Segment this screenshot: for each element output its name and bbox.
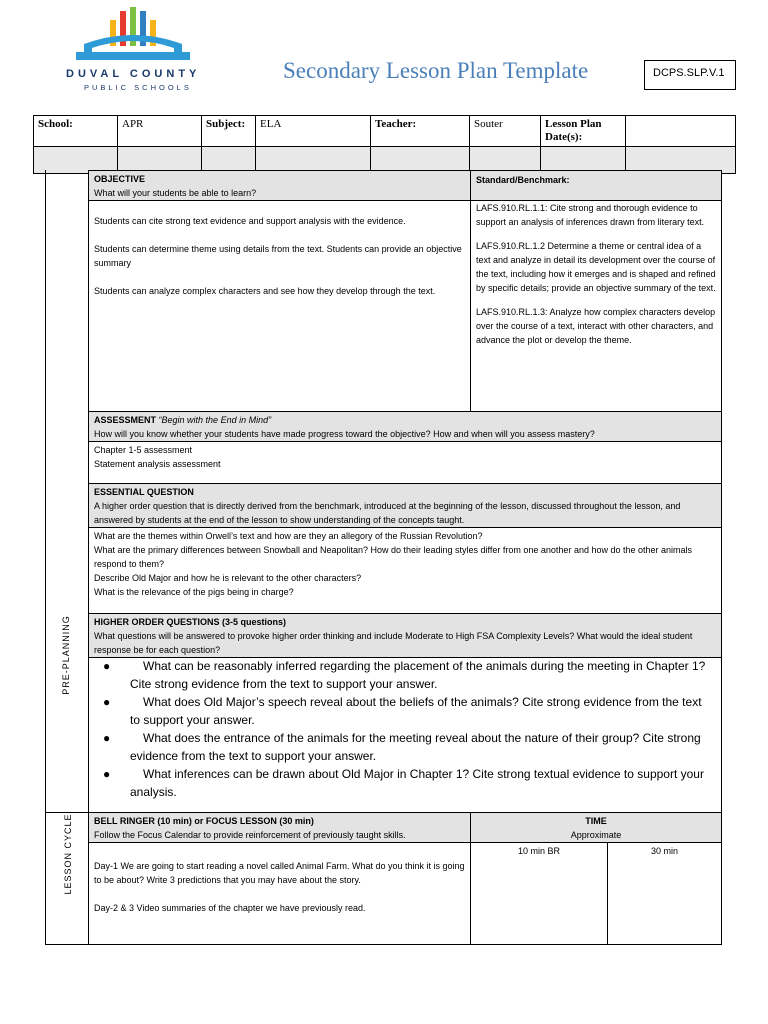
time-subheading: Approximate xyxy=(570,830,622,840)
list-item: ● What does Old Major’s speech reveal about the beliefs of the animals? Cite strong evidence from the text to support your answer. xyxy=(103,695,702,727)
bell-day1: Day-1 We are going to start reading a novel called Animal Farm. What do you think it is going to be about? Write 3 predictions that you may have about the story. xyxy=(94,861,465,885)
lesson-cycle-label: LESSON CYCLE xyxy=(63,813,73,895)
hoq-list xyxy=(89,658,721,801)
objective-line-2: Students can determine theme using details from the text. Students can provide an objective summary xyxy=(94,244,462,268)
essential-line-4: What is the relevance of the pigs being in charge? xyxy=(94,587,294,597)
lesson-cycle-side xyxy=(45,813,89,945)
hoq-header xyxy=(89,614,722,658)
doc-code: DCPS.SLP.V.1 xyxy=(644,60,736,90)
time-col2-value: 30 min xyxy=(650,846,678,856)
time-col-2[interactable] xyxy=(608,843,722,945)
objective-line-1: Students can cite strong text evidence and support analysis with the evidence. xyxy=(94,216,406,226)
essential-header xyxy=(89,484,722,528)
list-item: ● What does the entrance of the animals for the meeting reveal about the nature of their group? Cite strong evidence from the text to support your answer. xyxy=(103,731,701,763)
logo-line1: DUVAL COUNTY xyxy=(66,68,201,80)
dates-value[interactable] xyxy=(626,116,736,147)
bullet-icon: ● xyxy=(103,659,111,673)
list-item: ● What inferences can be drawn about Old Major in Chapter 1? Cite strong textual evidence to support your analysis. xyxy=(103,767,704,799)
essential-prompt: A higher order question that is directly derived from the benchmark, introduced at the beginning of the lesson, discussed throughout the lesson, and answered by students at the end of the lesson to show understanding of the concepts taught. xyxy=(94,501,681,525)
time-heading: TIME xyxy=(585,816,607,826)
bell-day2: Day-2 & 3 Video summaries of the chapter we have previously read. xyxy=(94,903,366,913)
assessment-subheading: “Begin with the End in Mind” xyxy=(158,415,272,425)
dates-label: Lesson Plan Date(s): xyxy=(541,116,626,147)
time-col-1[interactable] xyxy=(471,843,608,945)
objective-header xyxy=(89,170,471,201)
time-col1-value: 10 min BR xyxy=(517,846,561,856)
school-value[interactable]: APR xyxy=(118,116,202,147)
list-item: ● What can be reasonably inferred regarding the placement of the animals during the meeting in Chapter 1? Cite strong evidence from the text to support your answer. xyxy=(103,659,706,691)
assessment-body[interactable] xyxy=(89,442,722,484)
assessment-heading: ASSESSMENT xyxy=(94,415,157,425)
essential-heading: ESSENTIAL QUESTION xyxy=(94,487,194,497)
subject-value[interactable]: ELA xyxy=(256,116,371,147)
objective-line-3: Students can analyze complex characters and see how they develop through the text. xyxy=(94,286,436,296)
header-table xyxy=(33,115,736,174)
preplanning-label: PRE-PLANNING xyxy=(61,615,71,695)
standard-item-1: LAFS.910.RL.1.1: Cite strong and thorough evidence to support an analysis of inferences drawn from literary text. xyxy=(476,203,705,227)
hoq-heading: HIGHER ORDER QUESTIONS (3-5 questions) xyxy=(94,617,287,627)
assessment-line-2: Statement analysis assessment xyxy=(94,459,221,469)
standard-body[interactable] xyxy=(471,201,722,412)
bullet-icon: ● xyxy=(103,695,111,709)
district-logo xyxy=(66,6,206,96)
page-title: Secondary Lesson Plan Template xyxy=(283,58,589,83)
objective-prompt: What will your students be able to learn? xyxy=(94,188,257,198)
time-header xyxy=(471,813,722,843)
teacher-value[interactable]: Souter xyxy=(470,116,541,147)
subject-label: Subject: xyxy=(202,116,256,147)
bell-body[interactable] xyxy=(89,843,471,945)
logo-base xyxy=(76,52,190,60)
essential-line-1: What are the themes within Orwell’s text and how are they an allegory of the Russian Revolution? xyxy=(94,531,483,541)
assessment-prompt: How will you know whether your students have made progress toward the objective? How and when will you assess mastery? xyxy=(94,429,595,439)
standard-item-3: LAFS.910.RL.1.3: Analyze how complex characters develop over the course of a text, interact with other characters, and advance the plot or develop the theme. xyxy=(476,307,716,345)
logo-graphic xyxy=(66,6,206,68)
essential-line-3: Describe Old Major and how he is relevant to the other characters? xyxy=(94,573,362,583)
assessment-header xyxy=(89,412,722,442)
hoq-body[interactable] xyxy=(89,658,722,813)
teacher-label: Teacher: xyxy=(371,116,470,147)
objective-heading: OBJECTIVE xyxy=(94,174,146,184)
bell-heading: BELL RINGER (10 min) or FOCUS LESSON (30 min) xyxy=(94,816,314,826)
hoq-prompt: What questions will be answered to provoke higher order thinking and include Moderate to High FSA Complexity Levels? What would the ideal student response be for each question? xyxy=(94,631,693,655)
preplanning-side xyxy=(45,170,89,813)
objective-body[interactable] xyxy=(89,201,471,412)
school-label: School: xyxy=(34,116,118,147)
assessment-line-1: Chapter 1-5 assessment xyxy=(94,445,193,455)
standard-header xyxy=(471,170,722,201)
essential-line-2: What are the primary differences between Snowball and Neapolitan? How do their leading styles differ from one another and how do the other animals respond to them? xyxy=(94,545,693,569)
bell-prompt: Follow the Focus Calendar to provide reinforcement of previously taught skills. xyxy=(94,830,406,840)
logo-line2: PUBLIC SCHOOLS xyxy=(84,83,192,92)
bullet-icon: ● xyxy=(103,731,111,745)
essential-body[interactable] xyxy=(89,528,722,614)
bell-header xyxy=(89,813,471,843)
standard-item-2: LAFS.910.RL.1.2 Determine a theme or central idea of a text and analyze in detail its development over the course of the text, including how it emerges and is shaped and refined by specific details; provide an objective summary of the text. xyxy=(476,241,716,293)
bullet-icon: ● xyxy=(103,767,111,781)
standard-heading: Standard/Benchmark: xyxy=(476,175,570,185)
